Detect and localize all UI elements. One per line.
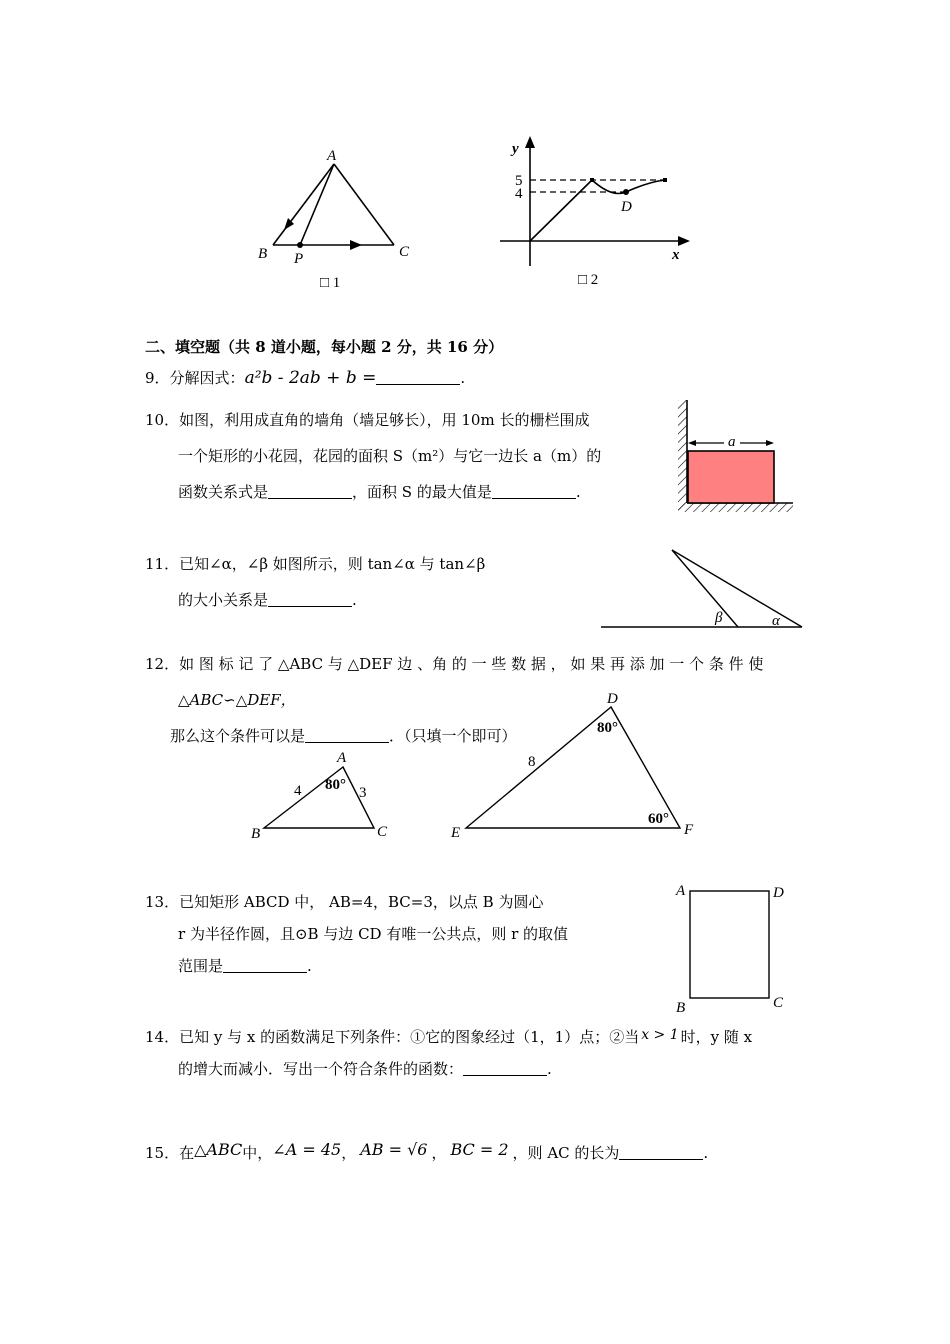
q15-text-3: ， — [341, 1144, 357, 1162]
q14-text-2: 的增大而减小．写出一个符合条件的函数： — [178, 1060, 464, 1078]
q11-text-1: 已知∠α，∠β 如图所示，则 tan∠α 与 tan∠β — [179, 555, 486, 573]
q14-line-2 — [178, 1059, 552, 1079]
q11-number: 11． — [145, 555, 180, 573]
fig2-tick-4: 4 — [515, 186, 523, 202]
q13-end: . — [307, 957, 312, 975]
q11-beta: β — [715, 610, 723, 626]
fig2-y-label: y — [512, 141, 519, 157]
q12-side-ab: 4 — [294, 783, 302, 799]
q9-number: 9． — [145, 369, 170, 387]
q10-text-1: 如图，利用成直角的墙角（墙足够长），用 10m 长的栅栏围成 — [179, 411, 590, 429]
q12-small-c: C — [377, 824, 388, 840]
q12-number: 12． — [145, 655, 180, 673]
q14-text-1a: 已知 y 与 x 的函数满足下列条件：①它的图象经过（1，1）点；②当 — [179, 1028, 640, 1046]
q15-triangle: △ABC — [194, 1140, 243, 1159]
q12-large-d: D — [607, 691, 618, 707]
q12-text-1: 如 图 标 记 了 △ABC 与 △DEF 边 、角 的 一 些 数 据 ， 如 果 再 添 加 一 个 条 件 使 — [179, 655, 764, 673]
q13-label-a: A — [676, 883, 686, 899]
q12-large-f: F — [684, 822, 694, 838]
q9-expression: a²b - 2ab + b = — [244, 368, 377, 388]
q12-angle-a: 80° — [325, 777, 346, 793]
q10-label-a: a — [728, 434, 736, 450]
q9-text: 分解因式： — [169, 369, 245, 387]
fig1-label-c: C — [399, 244, 410, 260]
fig1-label-b: B — [258, 246, 268, 262]
q12-line-2: △ABC∽△DEF， — [178, 691, 296, 709]
q10-text-3b: ，面积 S 的最大值是 — [352, 483, 492, 501]
q12-small-a: A — [337, 750, 347, 766]
q15-end: . — [703, 1144, 709, 1162]
q13-text-1: 已知矩形 ABCD 中， AB=4，BC=3，以点 B 为圆心 — [179, 893, 544, 911]
q13-number: 13． — [145, 893, 180, 911]
q11-alpha: α — [772, 613, 780, 629]
q14-end: . — [547, 1060, 552, 1078]
q14-text-1b: 时，y 随 x — [680, 1028, 753, 1046]
q12-text-3b: ．（只填一个即可） — [389, 727, 517, 745]
q14-condition: x > 1 — [641, 1027, 679, 1043]
q14-line-1 — [145, 1025, 752, 1047]
q15-text-5: ，则 AC 的长为 — [512, 1144, 620, 1162]
q13-text-3: 范围是 — [178, 957, 224, 975]
q10-text-3a: 函数关系式是 — [178, 483, 269, 501]
q15-bc: BC = 2 — [450, 1140, 509, 1159]
q11-text-2: 的大小关系是 — [178, 591, 269, 609]
fig2-x-label: x — [672, 247, 680, 263]
q13-line-2: r 为半径作圆，且⊙B 与边 CD 有唯一公共点，则 r 的取值 — [178, 925, 569, 943]
q12-text-3a: 那么这个条件可以是 — [170, 727, 306, 745]
q10-line-2: 一个矩形的小花园，花园的面积 S（m²）与它一边长 a（m）的 — [178, 447, 602, 465]
fig1-label-p: P — [294, 251, 304, 267]
q15-text-2: 中， — [242, 1144, 273, 1162]
q12-side-de: 8 — [528, 754, 536, 770]
q10-end: . — [575, 483, 581, 501]
section-heading: 二、填空题（共 8 道小题，每小题 2 分，共 16 分） — [145, 338, 504, 356]
q15-text-1: 在 — [179, 1144, 195, 1162]
q12-angle-f: 60° — [648, 811, 669, 827]
q15-ab: AB = √6 — [360, 1140, 428, 1159]
q15-number: 15． — [145, 1144, 180, 1162]
q9-end: . — [460, 369, 466, 387]
q15-angle: ∠A = 45 — [272, 1140, 342, 1159]
q14-number: 14． — [145, 1028, 180, 1046]
q15-text-4: ， — [431, 1144, 447, 1162]
fig2-caption: □ 2 — [578, 272, 599, 288]
fig2-label-d: D — [621, 199, 632, 215]
fig1-caption: □ 1 — [320, 275, 341, 291]
question-15 — [145, 1140, 708, 1163]
q13-label-d: D — [773, 885, 784, 901]
fig1-label-a: A — [327, 148, 337, 164]
q11-end: . — [352, 591, 357, 609]
q10-number: 10． — [145, 411, 180, 429]
q12-side-ac: 3 — [359, 785, 367, 801]
q12-small-b: B — [251, 826, 261, 842]
q15-answer-blank[interactable] — [619, 1143, 703, 1160]
q13-label-b: B — [676, 1000, 686, 1016]
q12-large-e: E — [451, 825, 461, 841]
q12-angle-d: 80° — [597, 720, 618, 736]
q13-label-c: C — [773, 995, 784, 1011]
q14-answer-blank[interactable] — [463, 1059, 547, 1076]
fig2-tick-5: 5 — [515, 173, 523, 189]
